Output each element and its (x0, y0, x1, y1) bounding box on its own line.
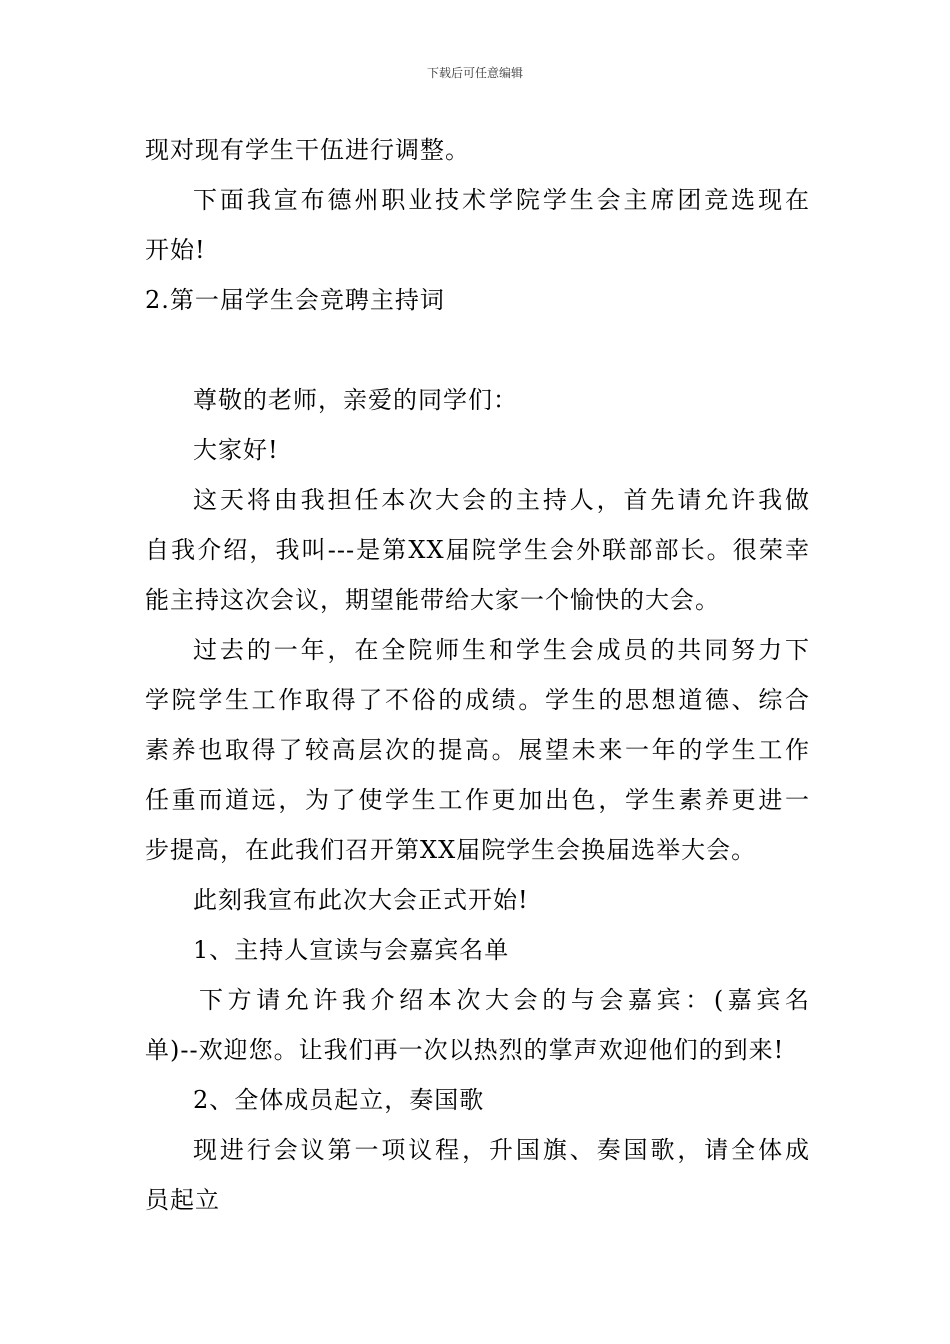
agenda-item: 1、主持人宣读与会嘉宾名单 (193, 936, 510, 964)
greeting-line: 大家好! (193, 436, 279, 464)
paragraph-line: 任重而道远，为了使学生工作更加出色，学生素养更进一 (145, 786, 810, 814)
paragraph-line: 现对现有学生干伍进行调整。 (145, 136, 470, 164)
agenda-item: 2、全体成员起立，奏国歌 (193, 1086, 485, 1114)
paragraph-line: 步提高，在此我们召开第XX届院学生会换届选举大会。 (145, 836, 757, 864)
paragraph-line: 单)--欢迎您。让我们再一次以热烈的掌声欢迎他们的到来! (145, 1036, 785, 1064)
page-header-note: 下载后可任意编辑 (426, 66, 523, 80)
paragraph-line: 员起立 (145, 1186, 220, 1214)
paragraph-line: 过去的一年，在全院师生和学生会成员的共同努力下 (193, 636, 810, 664)
paragraph-line: 现进行会议第一项议程，升国旗、奏国歌，请全体成 (193, 1136, 810, 1164)
paragraph-line: 开始! (145, 236, 206, 264)
paragraph-line: 下面我宣布德州职业技术学院学生会主席团竞选现在 (193, 186, 810, 214)
paragraph-line: 学院学生工作取得了不俗的成绩。学生的思想道德、综合 (145, 686, 810, 714)
section-heading: 2.第一届学生会竞聘主持词 (145, 286, 445, 314)
paragraph-line: 此刻我宣布此次大会正式开始! (193, 886, 529, 914)
paragraph-line: 能主持这次会议，期望能带给大家一个愉快的大会。 (145, 586, 720, 614)
paragraph-line: 素养也取得了较高层次的提高。展望未来一年的学生工作 (145, 736, 810, 764)
paragraph-line: 下方请允许我介绍本次大会的与会嘉宾：(嘉宾名 (199, 986, 810, 1014)
greeting-line: 尊敬的老师，亲爱的同学们： (193, 386, 518, 414)
paragraph-line: 这天将由我担任本次大会的主持人，首先请允许我做 (193, 486, 810, 514)
paragraph-line: 自我介绍，我叫---是第XX届院学生会外联部部长。很荣幸 (145, 536, 810, 564)
